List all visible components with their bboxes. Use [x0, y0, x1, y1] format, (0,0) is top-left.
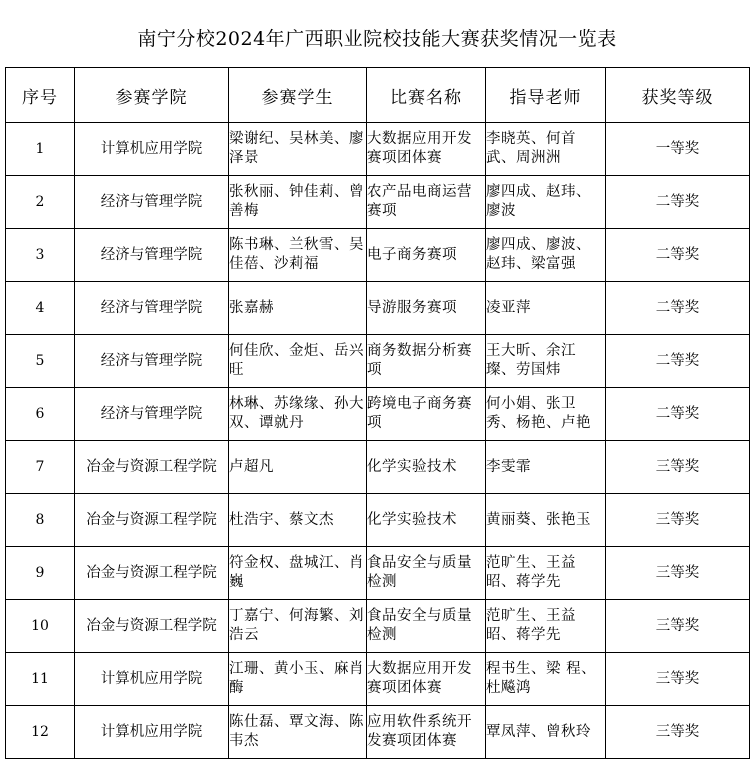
cell-index[interactable]: 6 [6, 388, 75, 441]
cell-college[interactable]: 经济与管理学院 [75, 335, 229, 388]
col-header-college[interactable]: 参赛学院 [75, 68, 229, 123]
cell-college[interactable]: 计算机应用学院 [75, 706, 229, 759]
table-body [6, 123, 750, 759]
cell-index[interactable]: 1 [6, 123, 75, 176]
cell-advisors[interactable]: 何小娟、张卫秀、杨艳、卢艳 [486, 388, 606, 441]
cell-index[interactable]: 3 [6, 229, 75, 282]
cell-students[interactable]: 丁嘉宁、何海繁、刘浩云 [229, 600, 367, 653]
cell-competition[interactable]: 食品安全与质量检测 [367, 600, 486, 653]
table-row [6, 653, 750, 706]
cell-students[interactable]: 陈仕磊、覃文海、陈韦杰 [229, 706, 367, 759]
cell-competition[interactable]: 化学实验技术 [367, 441, 486, 494]
cell-index[interactable]: 11 [6, 653, 75, 706]
cell-students[interactable]: 梁谢纪、吴林美、廖泽景 [229, 123, 367, 176]
cell-students[interactable]: 张嘉赫 [229, 282, 367, 335]
col-header-index[interactable]: 序号 [6, 68, 75, 123]
cell-students[interactable]: 江珊、黄小玉、麻肖酶 [229, 653, 367, 706]
cell-college[interactable]: 冶金与资源工程学院 [75, 600, 229, 653]
table-row [6, 335, 750, 388]
table-row [6, 388, 750, 441]
cell-students[interactable]: 何佳欣、金炬、岳兴旺 [229, 335, 367, 388]
cell-competition[interactable]: 应用软件系统开发赛项团体赛 [367, 706, 486, 759]
cell-index[interactable]: 4 [6, 282, 75, 335]
cell-index[interactable]: 10 [6, 600, 75, 653]
cell-advisors[interactable]: 凌亚萍 [486, 282, 606, 335]
table-row [6, 494, 750, 547]
cell-students[interactable]: 林琳、苏缘缘、孙大双、谭就丹 [229, 388, 367, 441]
cell-index[interactable]: 12 [6, 706, 75, 759]
col-header-students[interactable]: 参赛学生 [229, 68, 367, 123]
cell-competition[interactable]: 商务数据分析赛项 [367, 335, 486, 388]
cell-advisors[interactable]: 廖四成、廖波、赵玮、梁富强 [486, 229, 606, 282]
cell-college[interactable]: 经济与管理学院 [75, 229, 229, 282]
cell-college[interactable]: 经济与管理学院 [75, 388, 229, 441]
cell-award[interactable]: 三等奖 [606, 441, 750, 494]
cell-award[interactable]: 三等奖 [606, 653, 750, 706]
header-row [6, 68, 750, 123]
cell-competition[interactable]: 农产品电商运营赛项 [367, 176, 486, 229]
cell-index[interactable]: 7 [6, 441, 75, 494]
cell-index[interactable]: 5 [6, 335, 75, 388]
table-row [6, 123, 750, 176]
cell-advisors[interactable]: 李雯霏 [486, 441, 606, 494]
cell-college[interactable]: 计算机应用学院 [75, 123, 229, 176]
sheet-title: 南宁分校2024年广西职业院校技能大赛获奖情况一览表 [137, 27, 617, 50]
cell-students[interactable]: 卢超凡 [229, 441, 367, 494]
cell-competition[interactable]: 导游服务赛项 [367, 282, 486, 335]
cell-advisors[interactable]: 廖四成、赵玮、廖波 [486, 176, 606, 229]
cell-students[interactable]: 陈书琳、兰秋雪、吴佳蓓、沙莉福 [229, 229, 367, 282]
cell-students[interactable]: 符金权、盘城江、肖巍 [229, 547, 367, 600]
cell-competition[interactable]: 大数据应用开发赛项团体赛 [367, 653, 486, 706]
cell-award[interactable]: 二等奖 [606, 176, 750, 229]
cell-award[interactable]: 二等奖 [606, 388, 750, 441]
cell-advisors[interactable]: 黄丽葵、张艳玉 [486, 494, 606, 547]
cell-competition[interactable]: 化学实验技术 [367, 494, 486, 547]
table-row [6, 229, 750, 282]
cell-college[interactable]: 冶金与资源工程学院 [75, 441, 229, 494]
cell-college[interactable]: 经济与管理学院 [75, 282, 229, 335]
cell-college[interactable]: 冶金与资源工程学院 [75, 494, 229, 547]
col-header-competition[interactable]: 比赛名称 [367, 68, 486, 123]
cell-award[interactable]: 三等奖 [606, 706, 750, 759]
col-header-advisors[interactable]: 指导老师 [486, 68, 606, 123]
cell-advisors[interactable]: 李晓英、何首武、周洲洲 [486, 123, 606, 176]
cell-award[interactable]: 二等奖 [606, 335, 750, 388]
cell-advisors[interactable]: 覃凤萍、曾秋玲 [486, 706, 606, 759]
cell-college[interactable]: 计算机应用学院 [75, 653, 229, 706]
table-row [6, 282, 750, 335]
cell-award[interactable]: 三等奖 [606, 494, 750, 547]
cell-competition[interactable]: 食品安全与质量检测 [367, 547, 486, 600]
cell-competition[interactable]: 大数据应用开发赛项团体赛 [367, 123, 486, 176]
cell-students[interactable]: 杜浩宇、蔡文杰 [229, 494, 367, 547]
cell-index[interactable]: 8 [6, 494, 75, 547]
cell-award[interactable]: 二等奖 [606, 229, 750, 282]
sheet-left-edge [0, 0, 5, 759]
table-row [6, 441, 750, 494]
cell-award[interactable]: 三等奖 [606, 600, 750, 653]
col-header-award[interactable]: 获奖等级 [606, 68, 750, 123]
table-row [6, 176, 750, 229]
cell-advisors[interactable]: 王大昕、余江璨、劳国炜 [486, 335, 606, 388]
cell-competition[interactable]: 电子商务赛项 [367, 229, 486, 282]
table-row [6, 706, 750, 759]
cell-students[interactable]: 张秋丽、钟佳莉、曾善梅 [229, 176, 367, 229]
cell-advisors[interactable]: 范旷生、王益昭、蒋学先 [486, 600, 606, 653]
cell-award[interactable]: 三等奖 [606, 547, 750, 600]
cell-advisors[interactable]: 程书生、梁 程、杜飚鸿 [486, 653, 606, 706]
cell-award[interactable]: 二等奖 [606, 282, 750, 335]
cell-college[interactable]: 冶金与资源工程学院 [75, 547, 229, 600]
cell-competition[interactable]: 跨境电子商务赛项 [367, 388, 486, 441]
award-table [5, 67, 750, 759]
cell-index[interactable]: 2 [6, 176, 75, 229]
table-row [6, 547, 750, 600]
cell-award[interactable]: 一等奖 [606, 123, 750, 176]
table-row [6, 600, 750, 653]
cell-college[interactable]: 经济与管理学院 [75, 176, 229, 229]
cell-index[interactable]: 9 [6, 547, 75, 600]
cell-advisors[interactable]: 范旷生、王益昭、蒋学先 [486, 547, 606, 600]
